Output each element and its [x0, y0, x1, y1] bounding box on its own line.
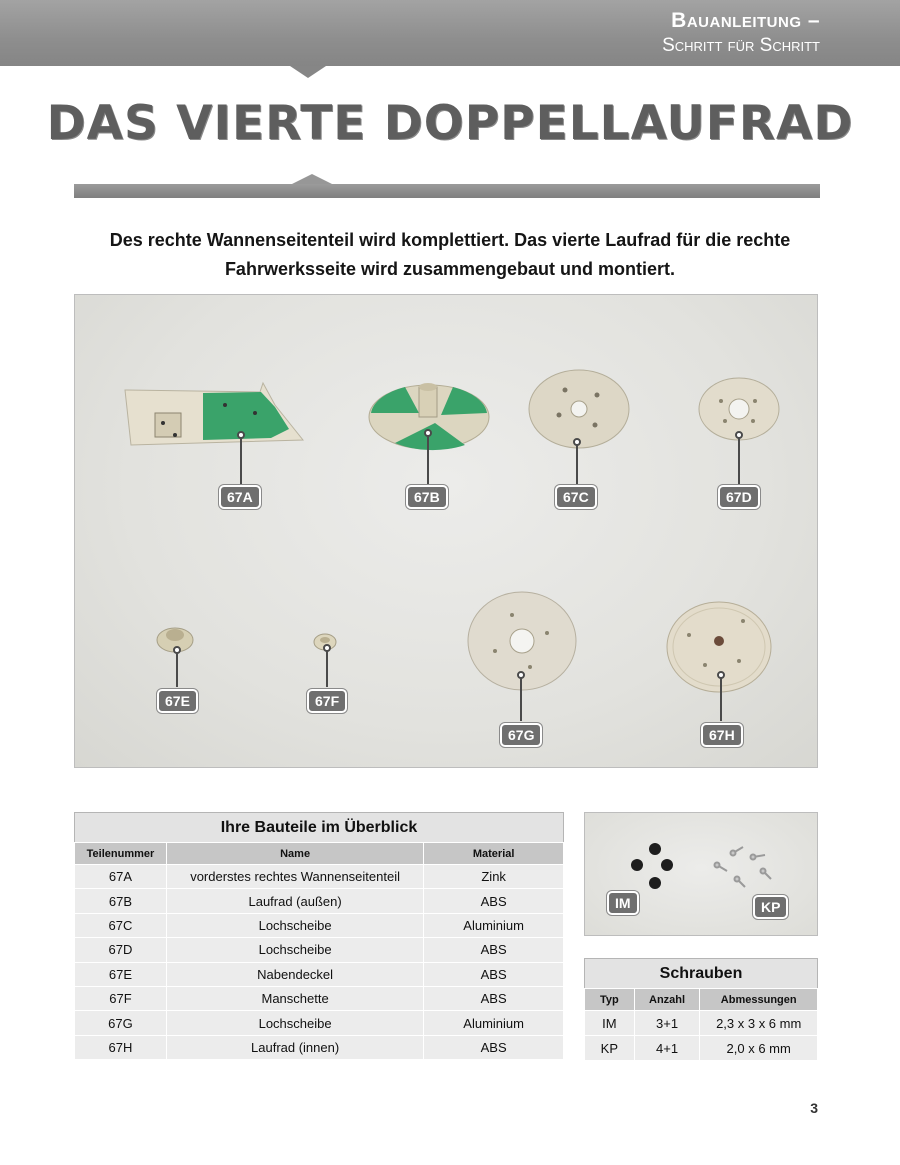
header-count: Anzahl	[634, 989, 700, 1011]
part-tag-67h: 67H	[701, 723, 743, 747]
screws-table	[584, 958, 818, 1061]
cell-material: ABS	[424, 986, 564, 1010]
cell-count: 3+1	[634, 1011, 700, 1036]
part-tag-67d: 67D	[718, 485, 760, 509]
cell-material: ABS	[424, 938, 564, 962]
leader-lines	[174, 430, 742, 721]
cell-part-number: 67G	[75, 1011, 167, 1035]
parts-table	[74, 812, 564, 1060]
part-tag-67g: 67G	[500, 723, 542, 747]
part-tag-67c: 67C	[555, 485, 597, 509]
cell-name: Manschette	[166, 986, 423, 1010]
parts-photo	[74, 294, 818, 768]
cell-count: 4+1	[634, 1036, 700, 1061]
cell-dimensions: 2,3 x 3 x 6 mm	[700, 1011, 818, 1036]
cell-part-number: 67F	[75, 986, 167, 1010]
part-tag-67b: 67B	[406, 485, 448, 509]
cell-name: Nabendeckel	[166, 962, 423, 986]
table-row	[75, 865, 564, 889]
cell-part-number: 67A	[75, 865, 167, 889]
parts-table-header	[75, 843, 564, 865]
intro-text: Des rechte Wannenseitenteil wird komplettiert. Das vierte Laufrad für die rechte Fahrwerksseite wird zusammengebaut und montiert.	[109, 230, 791, 279]
screws-table-header	[585, 989, 818, 1011]
screws-photo	[584, 812, 818, 936]
cell-part-number: 67H	[75, 1035, 167, 1059]
cell-part-number: 67D	[75, 938, 167, 962]
screw-kp-image	[715, 847, 772, 887]
cell-material: Aluminium	[424, 1011, 564, 1035]
header-name: Name	[166, 843, 423, 865]
cell-name: Laufrad (außen)	[166, 889, 423, 913]
part-tag-67a: 67A	[219, 485, 261, 509]
section-label	[662, 8, 820, 58]
section-label-line2: Schritt für Schritt	[662, 35, 820, 57]
cell-name: Laufrad (innen)	[166, 1035, 423, 1059]
header-part-number: Teilenummer	[75, 843, 167, 865]
screws-table-caption: Schrauben	[584, 958, 818, 988]
table-row	[75, 889, 564, 913]
header-dimensions: Abmessungen	[700, 989, 818, 1011]
table-row	[585, 1036, 818, 1061]
cell-material: ABS	[424, 889, 564, 913]
table-row	[75, 1011, 564, 1035]
cell-name: Lochscheibe	[166, 938, 423, 962]
cell-material: ABS	[424, 1035, 564, 1059]
cell-type: IM	[585, 1011, 635, 1036]
part-67a-image	[125, 383, 303, 445]
part-67h-image	[667, 602, 771, 692]
cell-material: Aluminium	[424, 913, 564, 937]
screw-tag-im: IM	[607, 891, 639, 915]
part-67d-image	[699, 378, 779, 440]
page-number: 3	[810, 1100, 818, 1116]
title-divider	[74, 184, 820, 198]
cell-part-number: 67B	[75, 889, 167, 913]
cell-part-number: 67C	[75, 913, 167, 937]
part-tag-67e: 67E	[157, 689, 198, 713]
table-row	[75, 938, 564, 962]
part-tag-67f: 67F	[307, 689, 347, 713]
cell-name: Lochscheibe	[166, 913, 423, 937]
header-material: Material	[424, 843, 564, 865]
cell-material: Zink	[424, 865, 564, 889]
table-row	[585, 1011, 818, 1036]
part-67c-image	[529, 370, 629, 448]
screw-im-image	[631, 843, 673, 889]
cell-name: vorderstes rechtes Wannenseitenteil	[166, 865, 423, 889]
cell-name: Lochscheibe	[166, 1011, 423, 1035]
header-type: Typ	[585, 989, 635, 1011]
section-label-line1: Bauanleitung –	[671, 9, 820, 32]
table-row	[75, 913, 564, 937]
table-row	[75, 962, 564, 986]
cell-part-number: 67E	[75, 962, 167, 986]
table-row	[75, 1035, 564, 1059]
cell-type: KP	[585, 1036, 635, 1061]
cell-material: ABS	[424, 962, 564, 986]
parts-table-caption: Ihre Bauteile im Überblick	[74, 812, 564, 842]
screw-tag-kp: KP	[753, 895, 788, 919]
cell-dimensions: 2,0 x 6 mm	[700, 1036, 818, 1061]
table-row	[75, 986, 564, 1010]
page-title: DAS VIERTE DOPPELLAUFRAD	[46, 96, 854, 151]
